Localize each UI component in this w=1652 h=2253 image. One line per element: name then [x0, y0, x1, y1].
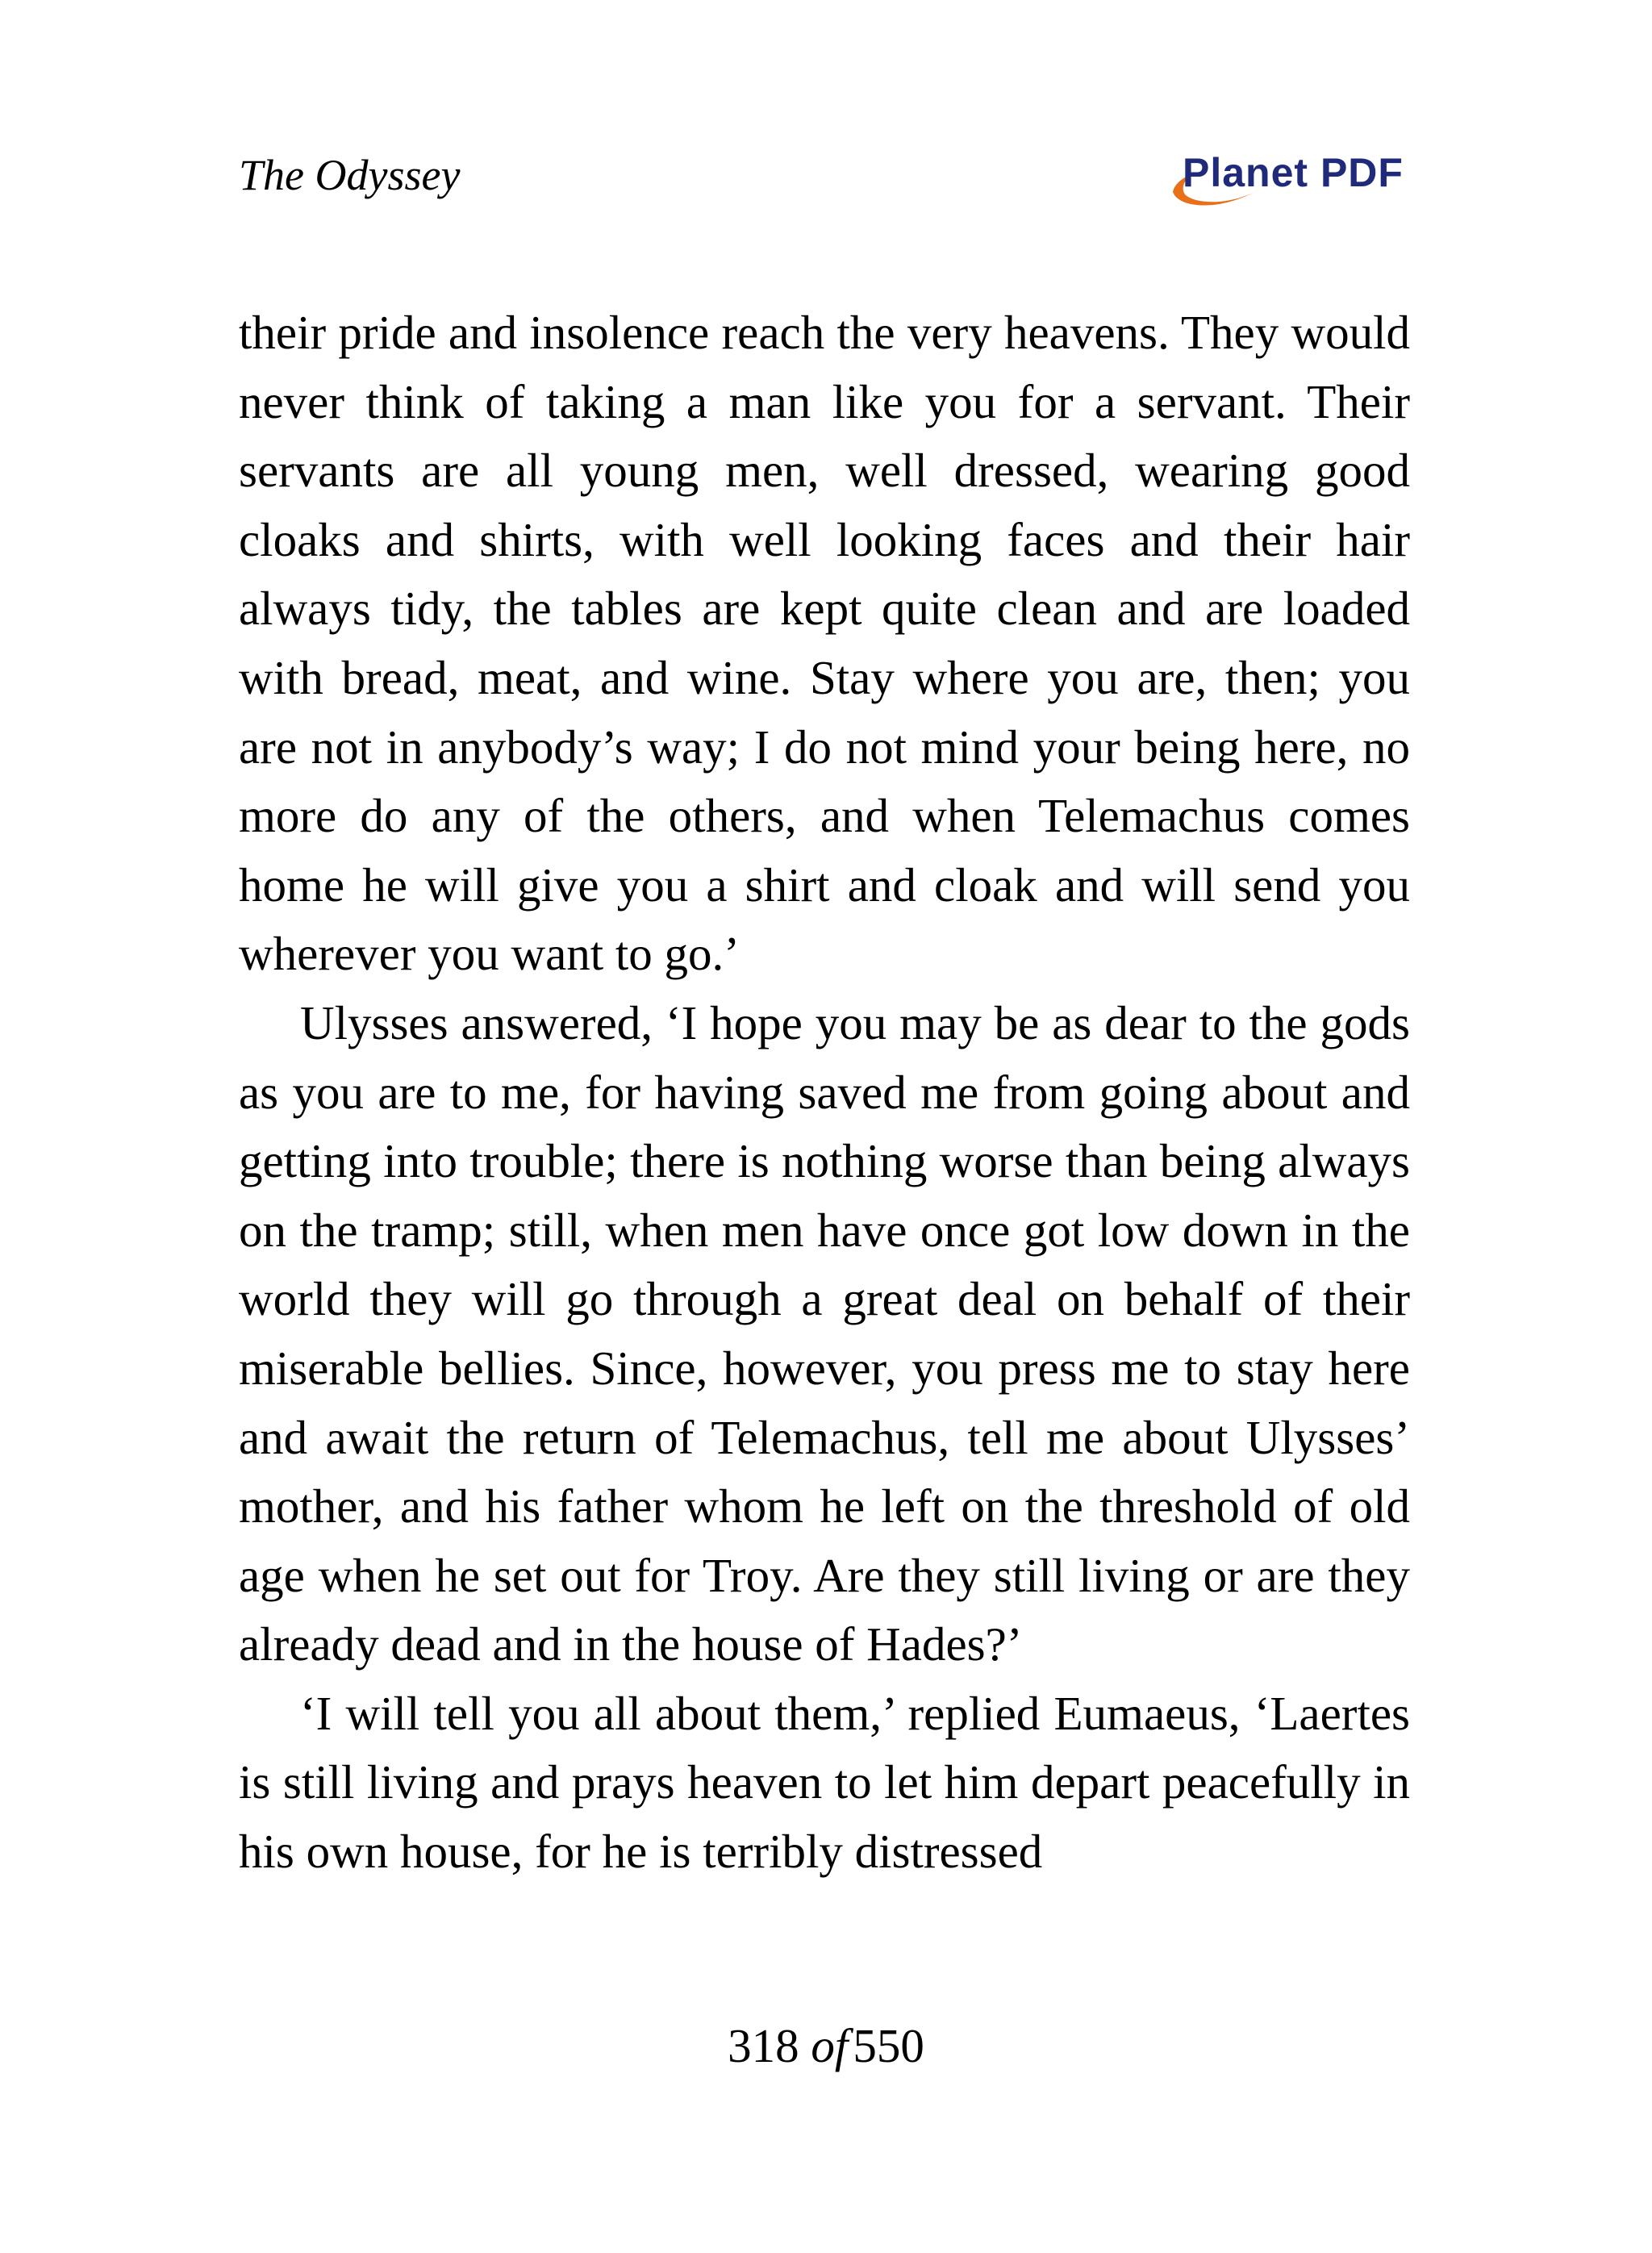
planet-pdf-logo [1168, 145, 1410, 218]
current-page: 318 [728, 2019, 799, 2072]
paragraph-1: their pride and insolence reach the very heavens. They would never think of taking a man like you for a servant. Their servants are all young men, well dressed, wearing good cloaks and shirts, with well looking faces and their hair always tidy, the tables are kept quite clean and are loaded with bread, meat, and wine. Stay where you are, then; you are not in anybody’s way; I do not mind your being here, no more do any of the others, and when Telemachus comes home he will give you a shirt and cloak and will send you wherever you want to go.’ [239, 306, 1410, 981]
running-header-title: The Odyssey [239, 151, 461, 199]
logo-text: Planet PDF [1183, 150, 1404, 195]
paragraph-3: ‘I will tell you all about them,’ replied Eumaeus, ‘Laertes is still living and prays heaven to let him depart peacefully in his own house, for he is terribly distressed [239, 1686, 1410, 1879]
body-text [239, 298, 1410, 1887]
paragraph-2: Ulysses answered, ‘I hope you may be as dear to the gods as you are to me, for having saved me from going about and getting into trouble; there is nothing worse than being always on the tramp; still, when men have once got low down in the world they will go through a great deal on behalf of their miserable bellies. Since, however, you press me to stay here and await the return of Telemachus, tell me about Ulysses’ mother, and his father whom he left on the threshold of old age when he set out for Troy. Are they still living or are they already dead and in the house of Hades?’ [239, 995, 1410, 1671]
page-number [0, 2017, 1652, 2074]
page-of-label: of [811, 2019, 849, 2072]
total-pages: 550 [853, 2019, 924, 2072]
